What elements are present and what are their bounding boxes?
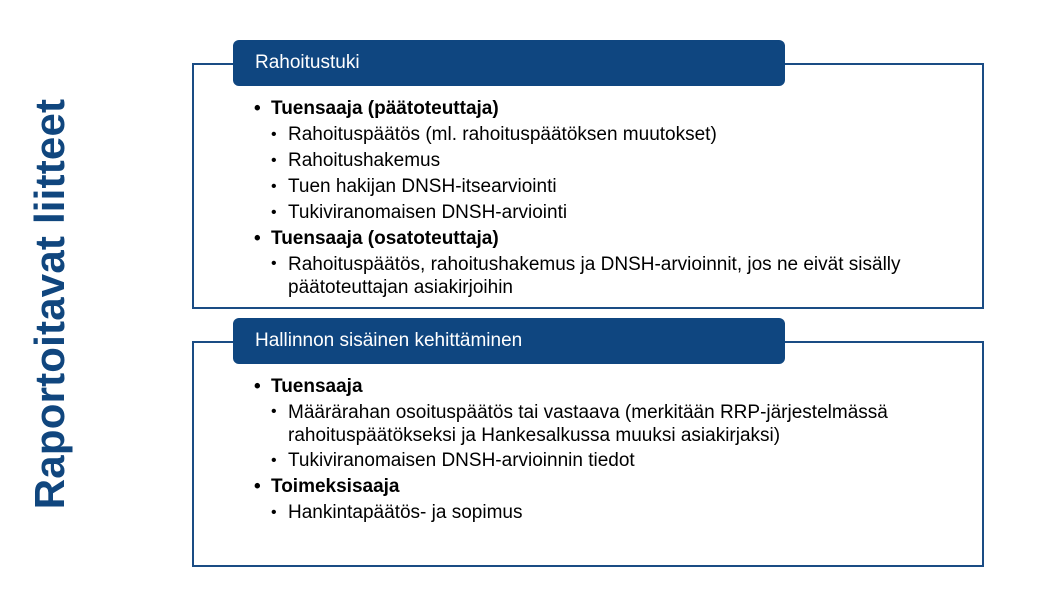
bullet-icon: •	[254, 376, 261, 397]
group-title: Toimeksisaaja	[271, 476, 400, 497]
bullet-icon: •	[271, 204, 277, 221]
list-item-text: Rahoituspäätös, rahoitushakemus ja DNSH-arvioinnit, jos ne eivät sisälly päätoteuttajan asiakirjoihin	[288, 254, 901, 298]
list-item-text: Tuen hakijan DNSH-itsearviointi	[288, 176, 557, 197]
sub-list	[271, 122, 944, 226]
group-title: Tuensaaja	[271, 376, 363, 397]
group-item	[254, 96, 944, 226]
list-item	[271, 252, 944, 300]
bullet-icon: •	[254, 228, 261, 249]
bullet-icon: •	[271, 504, 277, 521]
list-item	[271, 500, 944, 526]
group-list	[254, 374, 944, 526]
section-body-rahoitustuki	[254, 96, 944, 300]
list-item	[271, 148, 944, 174]
bullet-icon: •	[271, 452, 277, 469]
bullet-icon: •	[271, 255, 277, 272]
section-header-hallinnon-kehittaminen: Hallinnon sisäinen kehittäminen	[233, 318, 785, 364]
side-title-text: Raportoitavat liitteet	[26, 98, 73, 510]
sub-list	[271, 252, 944, 300]
bullet-icon: •	[254, 98, 261, 119]
list-item-text: Hankintapäätös- ja sopimus	[288, 502, 523, 523]
group-list	[254, 96, 944, 300]
sub-list	[271, 500, 944, 526]
bullet-icon: •	[254, 476, 261, 497]
list-item	[271, 448, 944, 474]
group-title: Tuensaaja (päätoteuttaja)	[271, 98, 499, 119]
section-header-rahoitustuki: Rahoitustuki	[233, 40, 785, 86]
group-item	[254, 374, 944, 474]
sub-list	[271, 400, 944, 474]
list-item	[271, 122, 944, 148]
bullet-icon: •	[271, 152, 277, 169]
side-title	[24, 88, 76, 520]
group-title: Tuensaaja (osatoteuttaja)	[271, 228, 499, 249]
bullet-icon: •	[271, 178, 277, 195]
list-item-text: Määrärahan osoituspäätös tai vastaava (merkitään RRP-järjestelmässä rahoituspäätökseksi ja Hankesalkussa muuksi asiakirjaksi)	[288, 402, 888, 446]
group-item	[254, 474, 944, 526]
list-item	[271, 200, 944, 226]
bullet-icon: •	[271, 403, 277, 420]
list-item-text: Rahoituspäätös (ml. rahoituspäätöksen muutokset)	[288, 124, 717, 145]
bullet-icon: •	[271, 126, 277, 143]
list-item-text: Tukiviranomaisen DNSH-arviointi	[288, 202, 568, 223]
list-item	[271, 174, 944, 200]
section-body-hallinnon-kehittaminen	[254, 374, 944, 526]
list-item-text: Rahoitushakemus	[288, 150, 441, 171]
list-item	[271, 400, 944, 448]
list-item-text: Tukiviranomaisen DNSH-arvioinnin tiedot	[288, 450, 635, 471]
group-item	[254, 226, 944, 300]
